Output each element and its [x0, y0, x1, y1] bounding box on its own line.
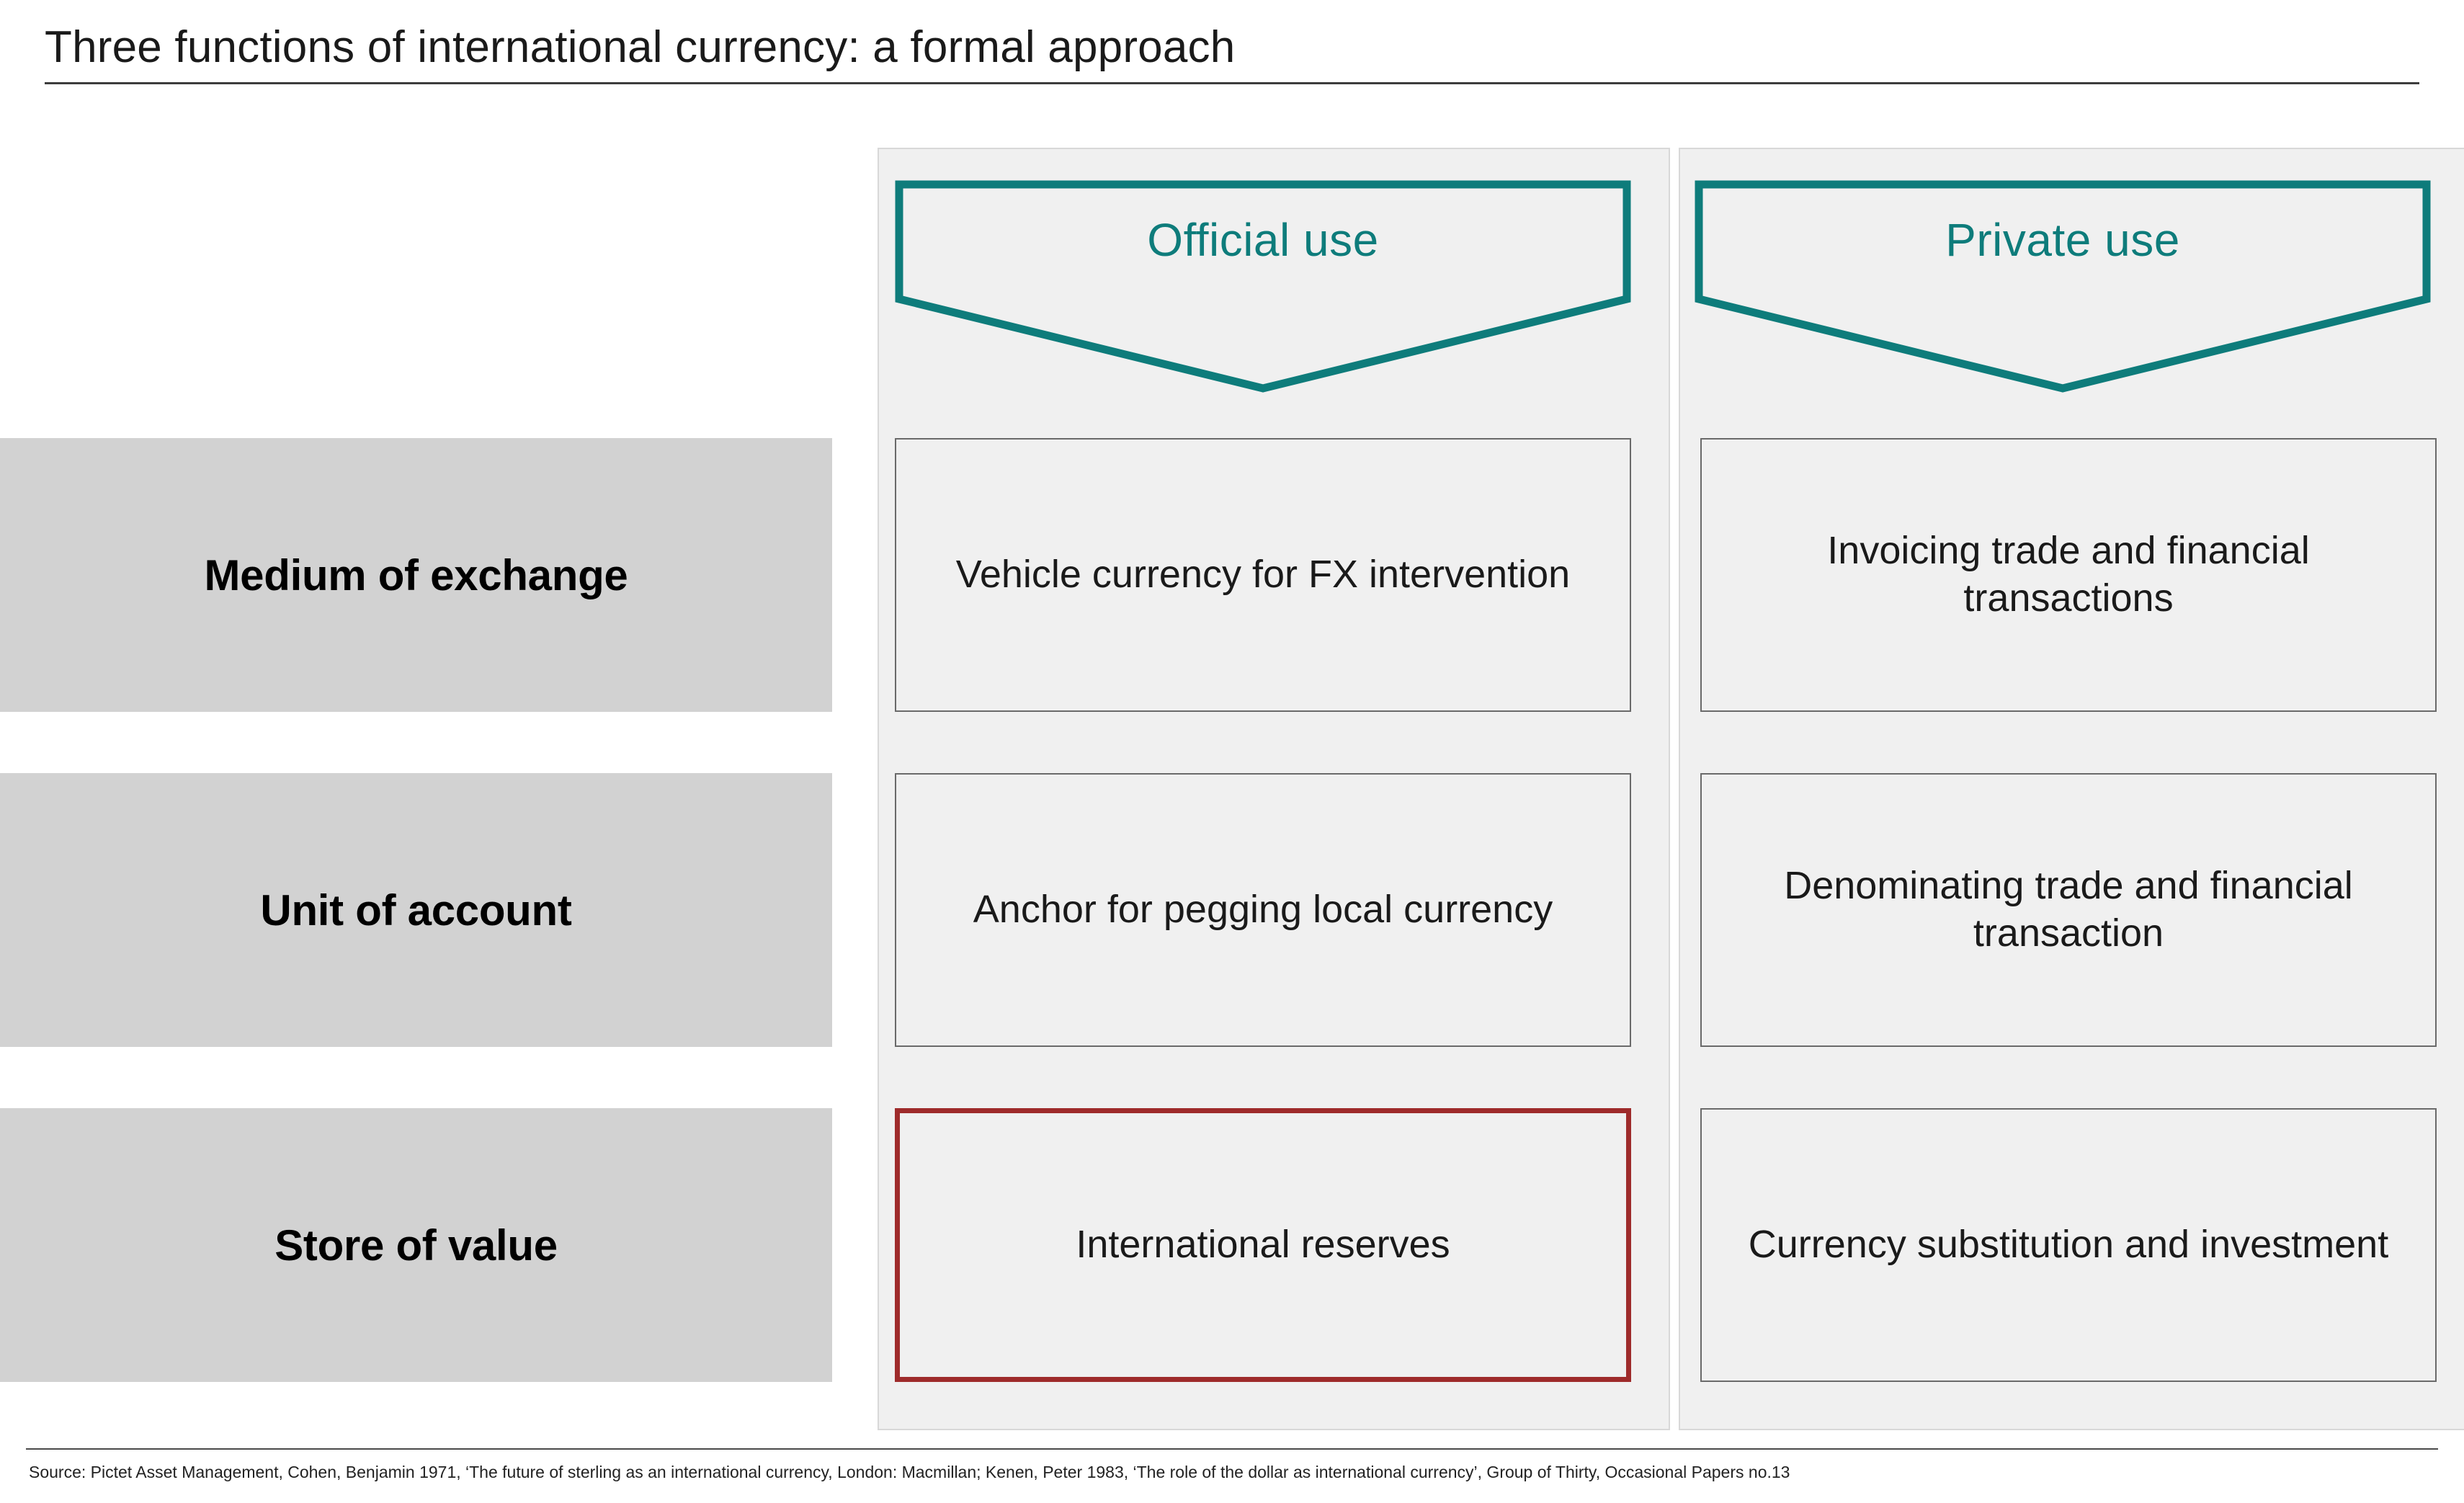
cell-official-medium-of-exchange: Vehicle currency for FX intervention — [895, 438, 1631, 712]
source-note: Source: Pictet Asset Management, Cohen, Benjamin 1971, ‘The future of sterling as an international currency, London: Macmillan; Kenen, Peter 1983, ‘The role of the dollar as international currency’, Group of Thirty, Occasional Papers no.13 — [29, 1463, 1790, 1481]
cell-official-store-of-value: International reserves — [895, 1108, 1631, 1382]
cell-private-unit-of-account: Denominating trade and financial transaction — [1700, 773, 2437, 1047]
column-header-label-private: Private use — [1945, 213, 2180, 266]
column-header-official — [895, 180, 1631, 393]
cell-private-medium-of-exchange: Invoicing trade and financial transactions — [1700, 438, 2437, 712]
title-divider — [45, 82, 2419, 84]
row-label-unit-of-account: Unit of account — [0, 773, 832, 1047]
page-title: Three functions of international currency: a formal approach — [45, 22, 1236, 72]
row-label-medium-of-exchange: Medium of exchange — [0, 438, 832, 712]
cell-official-unit-of-account: Anchor for pegging local currency — [895, 773, 1631, 1047]
source-divider — [26, 1448, 2438, 1450]
cell-private-store-of-value: Currency substitution and investment — [1700, 1108, 2437, 1382]
column-header-private — [1695, 180, 2431, 393]
row-label-store-of-value: Store of value — [0, 1108, 832, 1382]
page-title-block — [45, 23, 2419, 84]
column-header-label-official: Official use — [1147, 213, 1379, 266]
